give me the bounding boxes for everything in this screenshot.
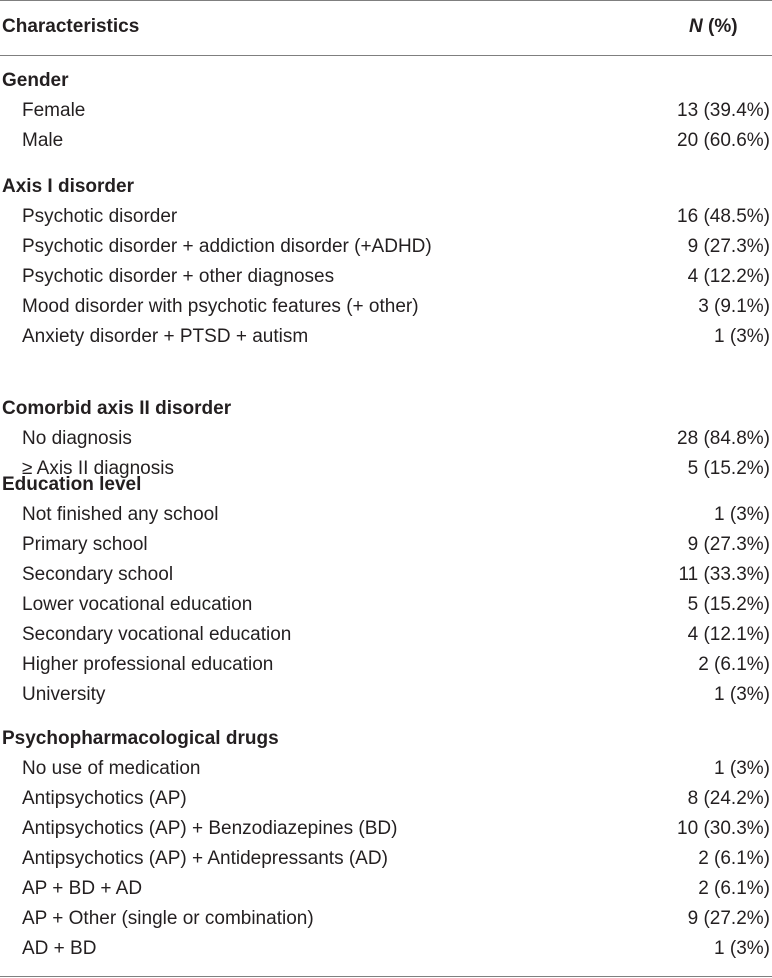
table-row [0, 590, 772, 620]
section-title: Education level [2, 474, 142, 495]
row-value: 9 (27.2%) [687, 908, 770, 929]
section-header [0, 394, 772, 424]
row-label: Anxiety disorder + PTSD + autism [22, 326, 309, 347]
row-value: 13 (39.4%) [677, 100, 770, 121]
row-label: Psychotic disorder [22, 206, 178, 227]
row-value: 4 (12.1%) [687, 624, 770, 645]
section-title: Comorbid axis II disorder [2, 398, 232, 419]
row-value: 9 (27.3%) [687, 534, 770, 555]
table-row [0, 262, 772, 292]
table-row [0, 96, 772, 126]
row-label: Antipsychotics (AP) [22, 788, 187, 809]
table-row [0, 814, 772, 844]
table-row [0, 754, 772, 784]
row-value: 10 (30.3%) [677, 818, 770, 839]
row-value: 2 (6.1%) [698, 878, 770, 899]
row-label: Psychotic disorder + other diagnoses [22, 266, 335, 287]
header-characteristics: Characteristics [2, 16, 140, 37]
table-row [0, 620, 772, 650]
section-title: Gender [2, 70, 69, 91]
table-row [0, 650, 772, 680]
section-header [0, 66, 772, 96]
table-row [0, 232, 772, 262]
row-label: Antipsychotics (AP) + Antidepressants (AD) [22, 848, 388, 869]
row-value: 1 (3%) [714, 758, 770, 779]
header-n-percent [689, 16, 738, 38]
row-label: ≥ Axis II diagnosis [22, 458, 174, 479]
table-row [0, 530, 772, 560]
row-value: 5 (15.2%) [687, 458, 770, 479]
row-value: 2 (6.1%) [698, 848, 770, 869]
row-label: Psychotic disorder + addiction disorder (+ADHD) [22, 236, 432, 257]
row-value: 1 (3%) [714, 504, 770, 525]
header-pct: (%) [702, 16, 738, 37]
section-title: Psychopharmacological drugs [2, 728, 279, 749]
row-value: 11 (33.3%) [678, 564, 770, 585]
row-label: No use of medication [22, 758, 201, 779]
header-n: N [689, 16, 703, 37]
row-label: Male [22, 130, 64, 151]
table-row [0, 202, 772, 232]
row-value: 1 (3%) [714, 938, 770, 959]
row-label: AP + Other (single or combination) [22, 908, 314, 929]
table-row [0, 934, 772, 964]
table-row [0, 424, 772, 454]
row-value: 9 (27.3%) [687, 236, 770, 257]
row-label: Antipsychotics (AP) + Benzodiazepines (BD) [22, 818, 398, 839]
table-row [0, 322, 772, 352]
section-header [0, 470, 772, 500]
table-row [0, 292, 772, 322]
table-row [0, 844, 772, 874]
table-bottom-rule [0, 976, 772, 977]
section-header [0, 724, 772, 754]
row-label: Mood disorder with psychotic features (+ other) [22, 296, 419, 317]
table-row [0, 904, 772, 934]
section-header [0, 172, 772, 202]
row-label: Higher professional education [22, 654, 274, 675]
table-row [0, 500, 772, 530]
table-row [0, 560, 772, 590]
row-value: 1 (3%) [714, 684, 770, 705]
table-header-rule [0, 55, 772, 56]
row-label: AD + BD [22, 938, 97, 959]
row-label: Secondary school [22, 564, 174, 585]
row-label: AP + BD + AD [22, 878, 143, 899]
row-label: Primary school [22, 534, 148, 555]
row-value: 4 (12.2%) [687, 266, 770, 287]
row-label: Not finished any school [22, 504, 219, 525]
table-header [0, 0, 772, 55]
row-label: Female [22, 100, 86, 121]
table-row [0, 874, 772, 904]
row-value: 28 (84.8%) [677, 428, 770, 449]
row-label: Secondary vocational education [22, 624, 292, 645]
row-value: 2 (6.1%) [698, 654, 770, 675]
row-value: 5 (15.2%) [687, 594, 770, 615]
row-label: University [22, 684, 106, 705]
row-value: 16 (48.5%) [677, 206, 770, 227]
row-value: 20 (60.6%) [677, 130, 770, 151]
table-row [0, 680, 772, 710]
row-value: 1 (3%) [714, 326, 770, 347]
row-value: 8 (24.2%) [687, 788, 770, 809]
row-label: Lower vocational education [22, 594, 253, 615]
table-row [0, 784, 772, 814]
section-title: Axis I disorder [2, 176, 134, 197]
row-value: 3 (9.1%) [698, 296, 770, 317]
row-label: No diagnosis [22, 428, 132, 449]
table-row [0, 126, 772, 156]
